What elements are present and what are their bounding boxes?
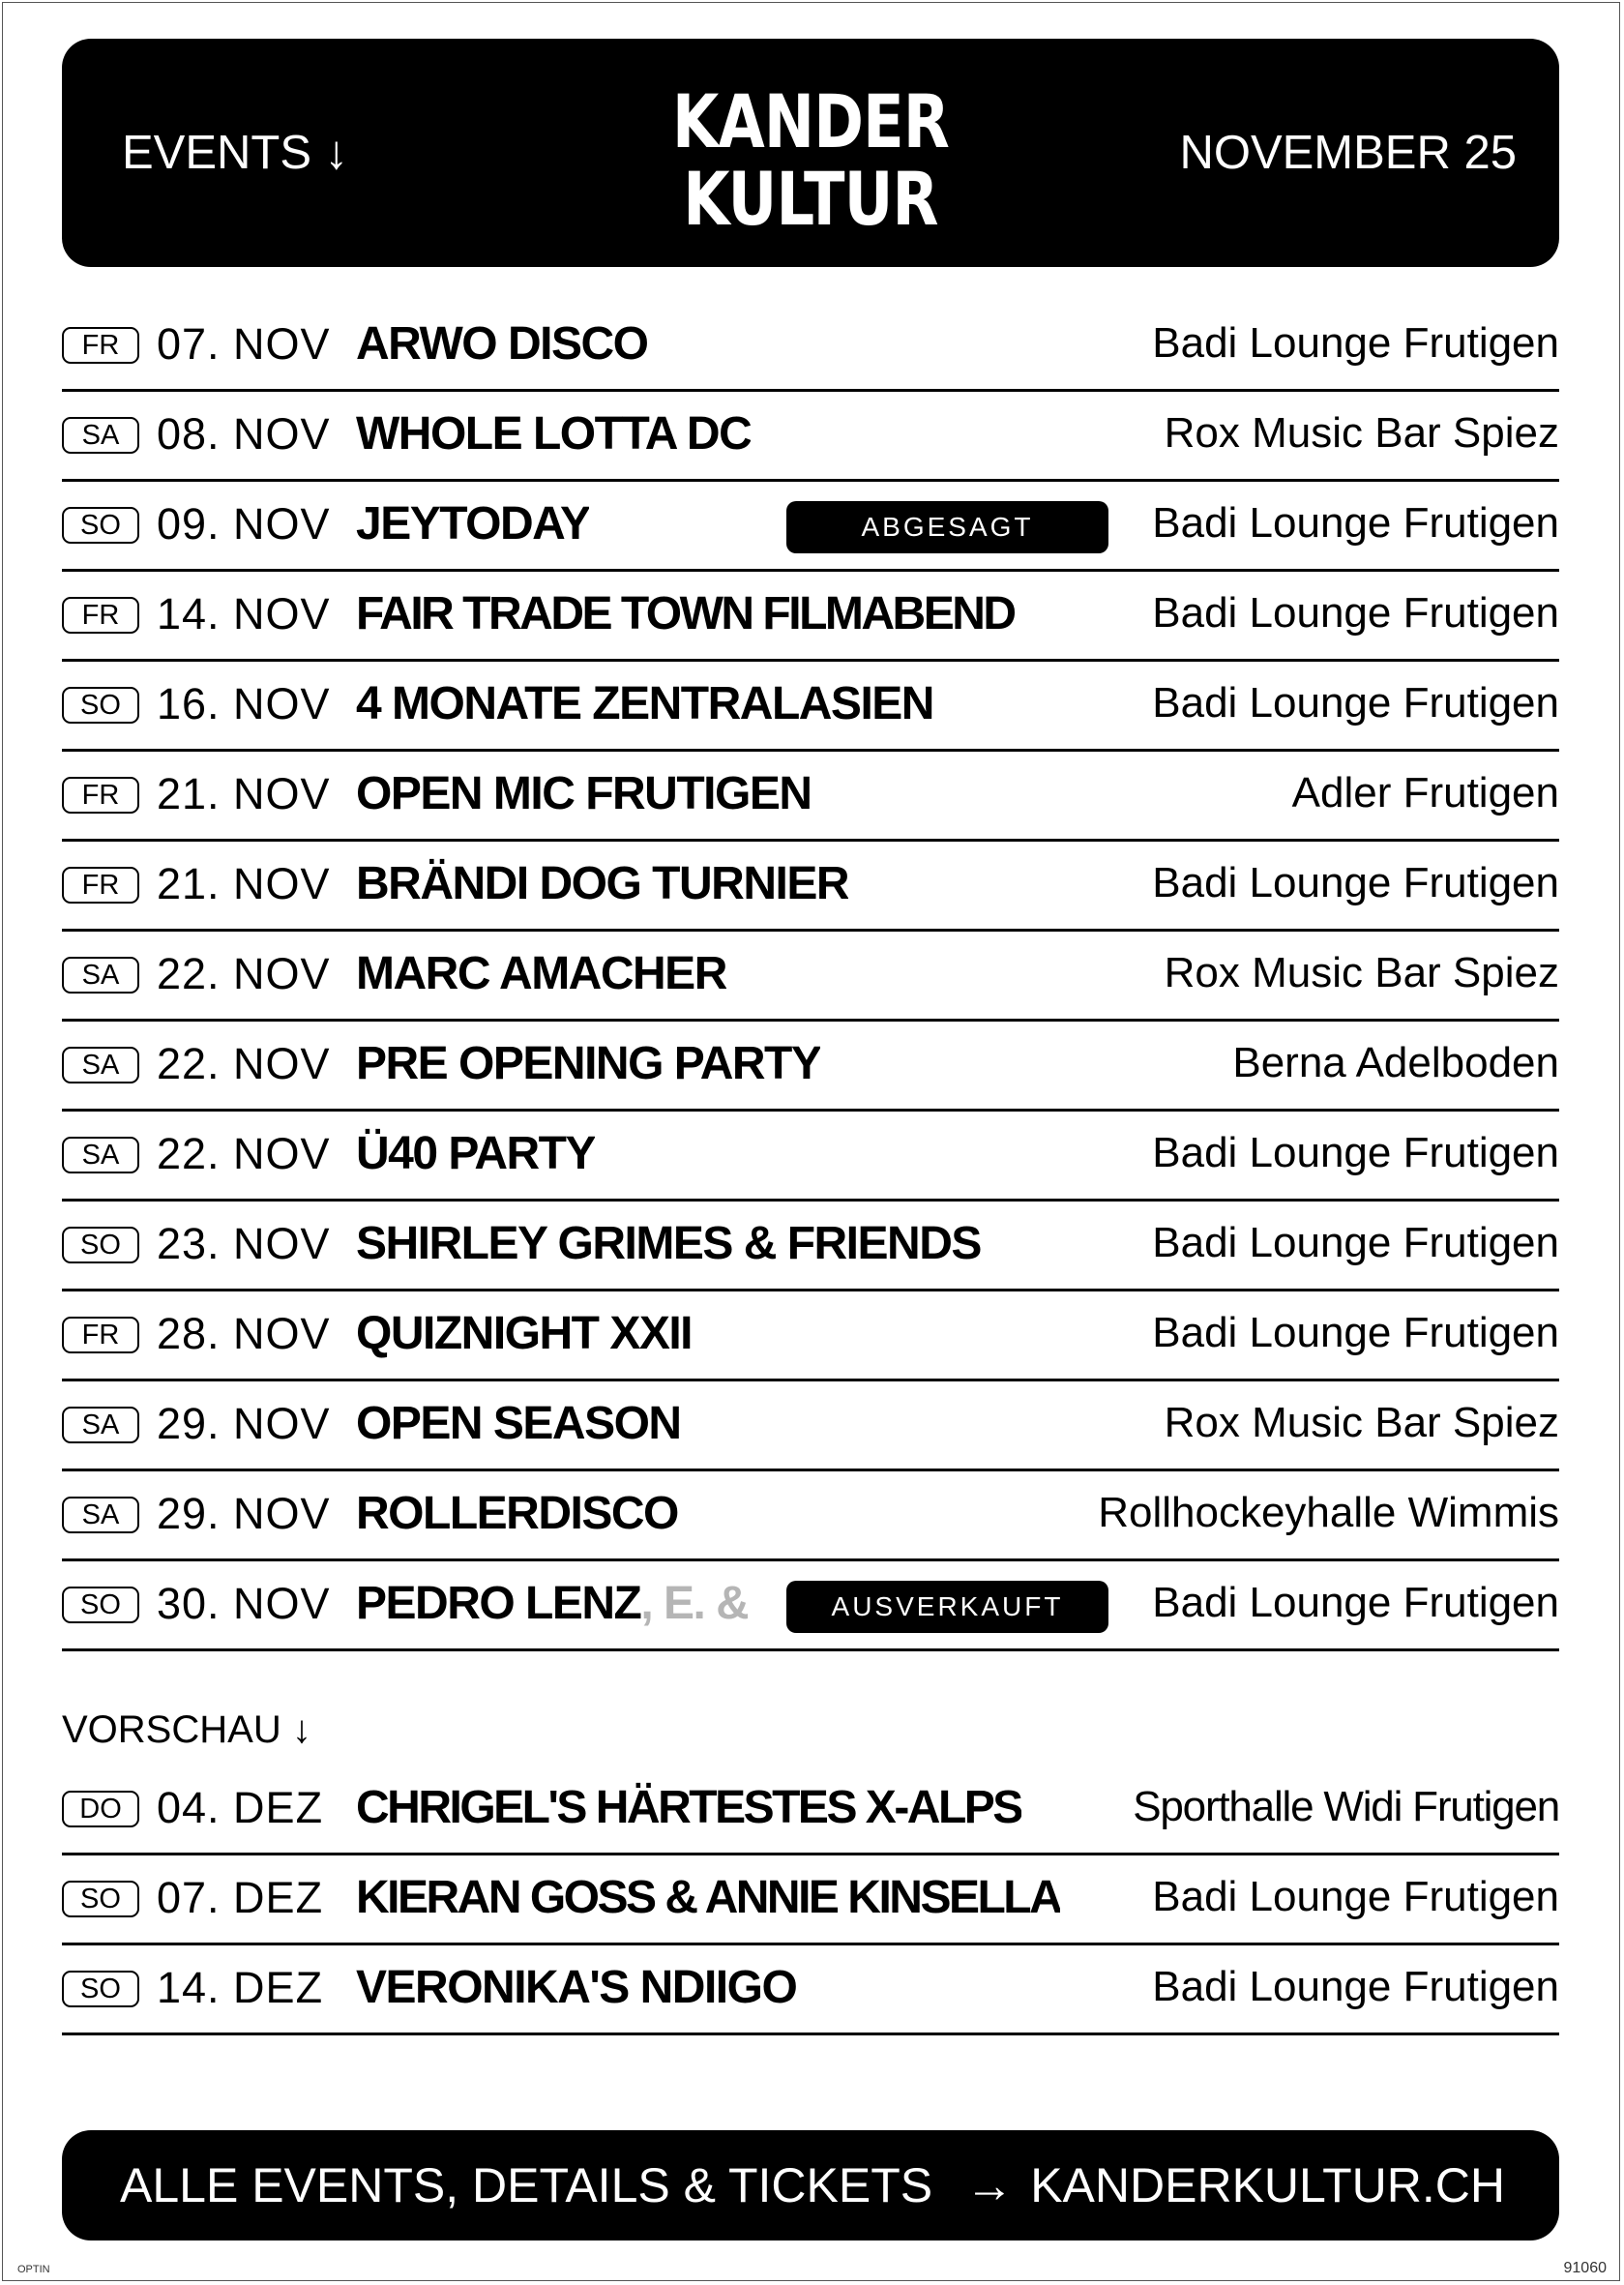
event-venue: Badi Lounge Frutigen (1152, 1963, 1559, 2010)
weekday-tag: SA (62, 1047, 139, 1083)
event-row (62, 1112, 1559, 1202)
event-date: 09. NOV (157, 499, 331, 549)
weekday-tag: FR (62, 777, 139, 814)
publisher-mark: OPTIN (17, 2264, 50, 2275)
event-title-main: PEDRO LENZ (356, 1578, 641, 1629)
event-row (62, 842, 1559, 932)
weekday-tag: SO (62, 507, 139, 544)
preview-event-row (62, 1855, 1559, 1945)
event-date: 08. NOV (157, 409, 331, 459)
event-date: 21. NOV (157, 769, 331, 818)
weekday-tag: FR (62, 1317, 139, 1353)
weekday-tag: SA (62, 957, 139, 994)
weekday-tag: FR (62, 867, 139, 904)
footer-cta-text: ALLE EVENTS, DETAILS & TICKETS (120, 2158, 933, 2212)
event-date: 22. NOV (157, 949, 331, 998)
event-date: 16. NOV (157, 679, 331, 728)
event-venue: Sporthalle Widi Frutigen (1133, 1783, 1559, 1830)
event-title: BRÄNDI DOG TURNIER (356, 858, 848, 909)
logo-line-1: KANDER (671, 78, 950, 164)
event-row (62, 932, 1559, 1022)
preview-event-row (62, 1766, 1559, 1855)
event-title-faded: , E. & (640, 1578, 749, 1629)
sold-out-badge: AUSVERKAUFT (786, 1581, 1108, 1633)
event-title: OPEN SEASON (356, 1398, 681, 1449)
event-title: WHOLE LOTTA DC (356, 408, 752, 460)
event-title: Ü40 PARTY (356, 1128, 596, 1179)
weekday-tag: SO (62, 687, 139, 724)
events-list (62, 302, 1559, 1651)
event-row (62, 302, 1559, 392)
event-date: 21. NOV (157, 859, 331, 908)
event-title: VERONIKA'S NDIIGO (356, 1962, 797, 2013)
weekday-tag: SO (62, 1587, 139, 1623)
event-date: 22. NOV (157, 1129, 331, 1178)
event-row (62, 572, 1559, 662)
website-url: KANDERKULTUR.CH (1030, 2158, 1505, 2212)
preview-heading: VORSCHAU ↓ (62, 1708, 311, 1751)
event-venue: Rollhockeyhalle Wimmis (1098, 1489, 1559, 1536)
weekday-tag: SA (62, 1497, 139, 1533)
weekday-tag: SO (62, 1227, 139, 1263)
weekday-tag: SO (62, 1971, 139, 2007)
logo-line-2: KULTUR (683, 156, 938, 242)
preview-list (62, 1766, 1559, 2035)
event-venue: Badi Lounge Frutigen (1152, 499, 1559, 547)
weekday-tag: SA (62, 417, 139, 454)
event-title: MARC AMACHER (356, 948, 726, 999)
weekday-tag: SA (62, 1137, 139, 1173)
month-label: NOVEMBER 25 (1179, 127, 1517, 179)
event-row (62, 662, 1559, 752)
cancelled-badge: ABGESAGT (786, 501, 1108, 553)
event-row (62, 1291, 1559, 1381)
weekday-tag: SO (62, 1881, 139, 1917)
event-date: 29. NOV (157, 1489, 331, 1538)
event-date: 29. NOV (157, 1399, 331, 1448)
event-venue: Badi Lounge Frutigen (1152, 1309, 1559, 1356)
event-title: JEYTODAY (356, 498, 590, 549)
event-date: 07. NOV (157, 319, 331, 369)
event-venue: Badi Lounge Frutigen (1152, 1579, 1559, 1626)
event-title (356, 1577, 748, 1630)
header-banner (62, 39, 1559, 267)
event-title: 4 MONATE ZENTRALASIEN (356, 678, 933, 729)
weekday-tag: FR (62, 327, 139, 364)
event-date: 28. NOV (157, 1309, 331, 1358)
event-title: ARWO DISCO (356, 318, 648, 370)
weekday-tag: FR (62, 597, 139, 634)
event-venue: Badi Lounge Frutigen (1152, 319, 1559, 367)
event-title: KIERAN GOSS & ANNIE KINSELLA (356, 1872, 1061, 1923)
event-row (62, 392, 1559, 482)
event-title: FAIR TRADE TOWN FILMABEND (356, 588, 1015, 639)
event-row (62, 752, 1559, 842)
event-date: 14. DEZ (157, 1963, 324, 2012)
event-row (62, 482, 1559, 572)
event-title: OPEN MIC FRUTIGEN (356, 768, 812, 819)
event-title: PRE OPENING PARTY (356, 1038, 821, 1089)
event-venue: Badi Lounge Frutigen (1152, 1873, 1559, 1920)
events-label: EVENTS ↓ (122, 127, 349, 179)
weekday-tag: DO (62, 1791, 139, 1827)
event-venue: Badi Lounge Frutigen (1152, 1129, 1559, 1176)
event-venue: Berna Adelboden (1232, 1039, 1559, 1086)
event-title: QUIZNIGHT XXII (356, 1308, 693, 1359)
event-date: 07. DEZ (157, 1873, 324, 1922)
event-row (62, 1022, 1559, 1112)
event-date: 14. NOV (157, 589, 331, 638)
event-row (62, 1471, 1559, 1561)
event-venue: Rox Music Bar Spiez (1164, 949, 1559, 996)
event-date: 22. NOV (157, 1039, 331, 1088)
event-title: CHRIGEL'S HÄRTESTES X-ALPS (356, 1782, 1021, 1833)
event-date: 30. NOV (157, 1579, 331, 1628)
event-row (62, 1561, 1559, 1651)
event-venue: Badi Lounge Frutigen (1152, 1219, 1559, 1266)
event-title: ROLLERDISCO (356, 1488, 678, 1539)
event-row (62, 1202, 1559, 1291)
event-venue: Adler Frutigen (1291, 769, 1559, 816)
arrow-right-icon: → (965, 2158, 1014, 2212)
event-venue: Rox Music Bar Spiez (1164, 1399, 1559, 1446)
event-date: 23. NOV (157, 1219, 331, 1268)
footer-banner (62, 2130, 1559, 2240)
weekday-tag: SA (62, 1407, 139, 1443)
event-date: 04. DEZ (157, 1783, 324, 1832)
event-venue: Badi Lounge Frutigen (1152, 679, 1559, 727)
event-venue: Badi Lounge Frutigen (1152, 859, 1559, 906)
event-venue: Rox Music Bar Spiez (1164, 409, 1559, 457)
ad-number: 91060 (1563, 2260, 1607, 2276)
event-row (62, 1381, 1559, 1471)
event-title: SHIRLEY GRIMES & FRIENDS (356, 1218, 981, 1269)
event-venue: Badi Lounge Frutigen (1152, 589, 1559, 637)
preview-event-row (62, 1945, 1559, 2035)
